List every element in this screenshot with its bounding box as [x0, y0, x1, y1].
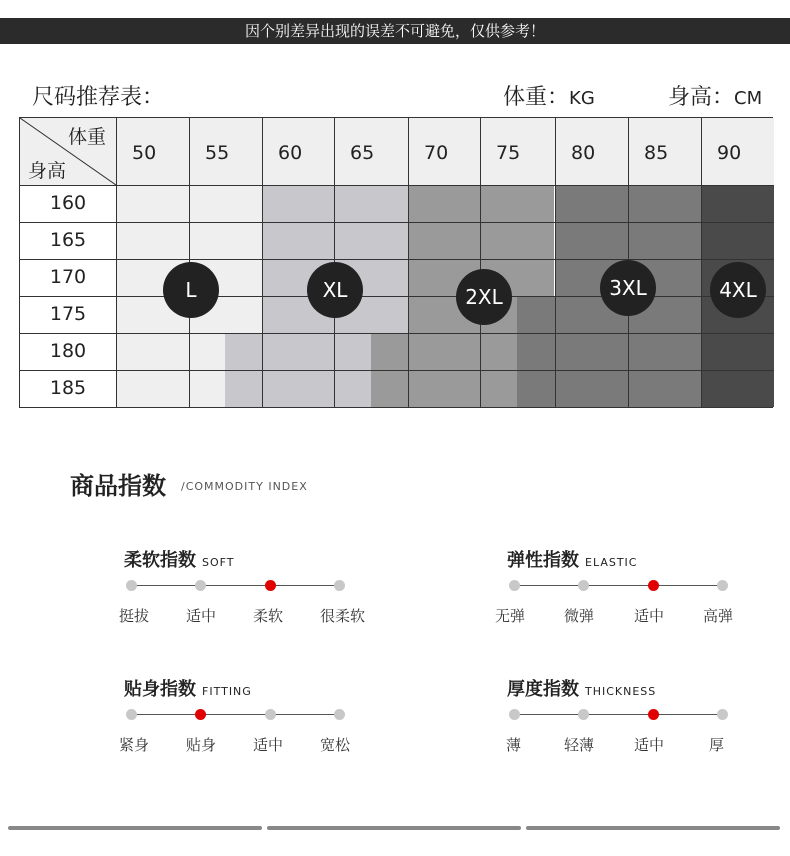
weight-header-cell: 50: [132, 142, 157, 164]
corner-height-label: 身高: [28, 160, 67, 182]
weight-header-cell: 75: [496, 142, 521, 164]
corner-weight-label: 体重: [68, 126, 107, 148]
size-badge-3xl: 3XL: [600, 260, 656, 316]
index-level-label: 宽松: [320, 736, 351, 754]
height-unit-label: [668, 80, 762, 111]
index-track: [131, 714, 341, 715]
table-row-line: [20, 222, 774, 223]
table-row-line: [20, 333, 774, 334]
table-row-line: [20, 185, 774, 186]
index-soft: [119, 546, 384, 646]
index-dot-selected: [648, 580, 659, 591]
index-title-en: FITTING: [202, 685, 252, 698]
index-dot: [334, 580, 345, 591]
weight-header-cell: 55: [205, 142, 230, 164]
index-thickness: [507, 675, 767, 775]
weight-header-cell: 80: [571, 142, 596, 164]
index-dot-selected: [195, 709, 206, 720]
weight-header-cell: 85: [644, 142, 669, 164]
index-title: [507, 546, 637, 572]
commodity-index-title: 商品指数: [70, 472, 166, 500]
size-recommendation-table: [19, 117, 773, 408]
index-track: [514, 714, 724, 715]
index-dot: [509, 580, 520, 591]
index-dot: [126, 709, 137, 720]
height-unit-prefix: 身高：: [668, 85, 735, 110]
index-title-en: SOFT: [202, 556, 235, 569]
index-dot: [578, 709, 589, 720]
index-title-en: ELASTIC: [585, 556, 638, 569]
index-dot: [334, 709, 345, 720]
weight-header-cell: 65: [350, 142, 375, 164]
height-header-cell: 175: [49, 303, 87, 325]
index-level-label: 高弹: [703, 607, 734, 625]
index-track: [131, 585, 341, 586]
index-level-label: 挺拔: [119, 607, 150, 625]
weight-header-cell: 70: [424, 142, 449, 164]
size-badge-4xl: 4XL: [710, 262, 766, 318]
divider-bar-right: [526, 826, 780, 830]
index-level-label: 微弹: [564, 607, 595, 625]
weight-unit-prefix: 体重：: [503, 85, 570, 110]
index-title: [124, 546, 235, 572]
index-level-label: 贴身: [186, 736, 217, 754]
index-level-label: 薄: [506, 736, 522, 754]
index-level-label: 适中: [634, 607, 665, 625]
index-level-label: 无弹: [495, 607, 526, 625]
size-badge-l: L: [163, 262, 219, 318]
divider-bar-left: [8, 826, 262, 830]
weight-unit-label: [503, 80, 595, 111]
size-chart-title: 尺码推荐表：: [32, 85, 165, 110]
divider-bar-middle: [267, 826, 521, 830]
index-level-label: 柔软: [253, 607, 284, 625]
index-level-label: 适中: [253, 736, 284, 754]
height-header-cell: 185: [49, 377, 87, 399]
index-level-label: 很柔软: [320, 607, 366, 625]
index-dot: [717, 709, 728, 720]
disclaimer-banner: 因个别差异出现的误差不可避免，仅供参考！: [0, 18, 790, 44]
index-title-text: 贴身指数: [124, 679, 196, 700]
table-row-line: [20, 259, 774, 260]
index-dot-selected: [648, 709, 659, 720]
table-row-line: [20, 370, 774, 371]
index-level-label: 紧身: [119, 736, 150, 754]
index-dot: [265, 709, 276, 720]
weight-unit: KG: [569, 88, 595, 109]
index-fitting: [119, 675, 384, 775]
size-badge-2xl: 2XL: [456, 269, 512, 325]
zone-3xl: [517, 296, 555, 407]
weight-header-cell: 60: [278, 142, 303, 164]
index-dot: [195, 580, 206, 591]
index-elastic: [495, 546, 767, 646]
index-level-label: 轻薄: [564, 736, 595, 754]
index-dot: [126, 580, 137, 591]
index-dot: [717, 580, 728, 591]
index-title: [507, 675, 656, 701]
height-header-cell: 180: [49, 340, 87, 362]
index-title-text: 弹性指数: [507, 550, 579, 571]
index-level-label: 厚: [709, 736, 725, 754]
index-title-en: THICKNESS: [585, 685, 657, 698]
index-title: [124, 675, 252, 701]
height-header-cell: 170: [49, 266, 87, 288]
weight-header-cell: 90: [717, 142, 742, 164]
table-column-line: [116, 118, 117, 407]
index-dot: [509, 709, 520, 720]
height-header-cell: 160: [49, 192, 87, 214]
table-row-line: [20, 296, 774, 297]
index-level-label: 适中: [186, 607, 217, 625]
index-dot: [578, 580, 589, 591]
commodity-index-subtitle: /COMMODITY INDEX: [181, 480, 308, 493]
index-dot-selected: [265, 580, 276, 591]
height-header-cell: 165: [49, 229, 87, 251]
index-level-label: 适中: [634, 736, 665, 754]
index-title-text: 柔软指数: [124, 550, 196, 571]
height-unit: CM: [734, 88, 763, 109]
index-title-text: 厚度指数: [507, 679, 579, 700]
size-badge-xl: XL: [307, 262, 363, 318]
index-track: [514, 585, 724, 586]
